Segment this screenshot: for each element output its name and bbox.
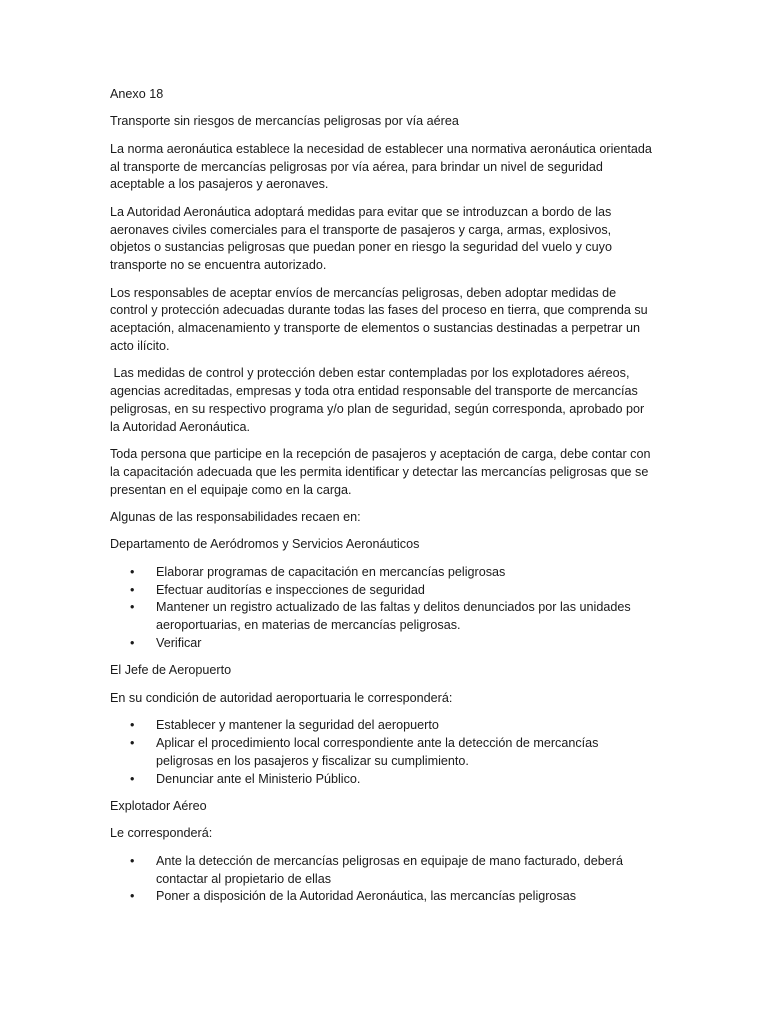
paragraph: Las medidas de control y protección deben estar contempladas por los explotadores aéreos, agencias acreditadas, empresas y toda otra entidad responsable del transporte de mercancías peligrosas, en su respectivo programa y/o plan de seguridad, según corresponda, aprobado por la Autoridad Aeronáutica. xyxy=(110,366,648,434)
list-item xyxy=(110,564,655,582)
list-item-text: Verificar xyxy=(156,636,202,651)
list-item-text: Aplicar el procedimiento local correspondiente ante la detección de mercancías peligrosas en los pasajeros y fiscalizar su cumplimiento. xyxy=(156,736,599,768)
list-item xyxy=(110,771,655,789)
list-item-text: Poner a disposición de la Autoridad Aeronáutica, las mercancías peligrosas xyxy=(156,889,577,904)
list-item-text: Mantener un registro actualizado de las faltas y delitos denunciados por las unidades aeroportuarias, en materias de mercancías peligrosas. xyxy=(156,600,631,633)
list-item xyxy=(110,888,655,906)
paragraph: La norma aeronáutica establece la necesidad de establecer una normativa aeronáutica orientada al transporte de mercancías peligrosas por vía aérea, para brindar un nivel de seguridad aceptable a los pasajeros y aeronaves. xyxy=(110,141,652,192)
list-item xyxy=(110,582,655,600)
paragraph: Algunas de las responsabilidades recaen en: xyxy=(110,510,361,525)
bullet-list xyxy=(110,717,655,788)
list-item-text: Elaborar programas de capacitación en mercancías peligrosas xyxy=(156,564,506,579)
list-item xyxy=(110,599,655,635)
section-heading: Departamento de Aeródromos y Servicios Aeronáuticos xyxy=(110,537,420,552)
list-item-text: Ante la detección de mercancías peligrosas en equipaje de mano facturado, deberá contactar al propietario de ellas xyxy=(156,853,623,886)
list-item-text: Efectuar auditorías e inspecciones de seguridad xyxy=(156,582,425,597)
document-title: Transporte sin riesgos de mercancías peligrosas por vía aérea xyxy=(110,114,459,129)
document-page xyxy=(110,86,655,916)
section-heading: Explotador Aéreo xyxy=(110,799,207,814)
section-heading: El Jefe de Aeropuerto xyxy=(110,663,232,678)
annex-label: Anexo 18 xyxy=(110,87,164,101)
bullet-icon: • xyxy=(130,853,135,868)
bullet-icon: • xyxy=(130,600,135,615)
bullet-icon: • xyxy=(130,582,135,597)
bullet-icon: • xyxy=(130,718,135,733)
list-item-text: Denunciar ante el Ministerio Público. xyxy=(156,771,361,786)
bullet-list xyxy=(110,853,655,906)
list-item xyxy=(110,717,655,735)
section-intro: En su condición de autoridad aeroportuaria le corresponderá: xyxy=(110,690,453,705)
bullet-list xyxy=(110,564,655,653)
list-item xyxy=(110,635,655,653)
paragraph: La Autoridad Aeronáutica adoptará medidas para evitar que se introduzcan a bordo de las aeronaves civiles comerciales para el transporte de pasajeros y carga, armas, explosivos, objetos o sustancias peligrosas que puedan poner en riesgo la seguridad del vuelo y cuyo transporte no se encuentra autorizado. xyxy=(110,204,612,273)
list-item xyxy=(110,853,655,889)
paragraph: Toda persona que participe en la recepción de pasajeros y aceptación de carga, debe contar con la capacitación adecuada que les permita identificar y detectar las mercancías peligrosas que se presentan en el equipaje como en la carga. xyxy=(110,447,651,497)
bullet-icon: • xyxy=(130,636,135,651)
section-intro: Le corresponderá: xyxy=(110,826,213,841)
list-item-text: Establecer y mantener la seguridad del aeropuerto xyxy=(156,718,439,733)
bullet-icon: • xyxy=(130,564,135,579)
paragraph: Los responsables de aceptar envíos de mercancías peligrosas, deben adoptar medidas de control y protección adecuadas durante todas las fases del proceso en tierra, que comprenda su aceptación, almacenamiento y transporte de elementos o sustancias destinadas a perpetrar un acto ilícito. xyxy=(110,285,648,353)
bullet-icon: • xyxy=(130,771,135,786)
bullet-icon: • xyxy=(130,889,135,904)
list-item xyxy=(110,735,655,771)
bullet-icon: • xyxy=(130,736,135,751)
